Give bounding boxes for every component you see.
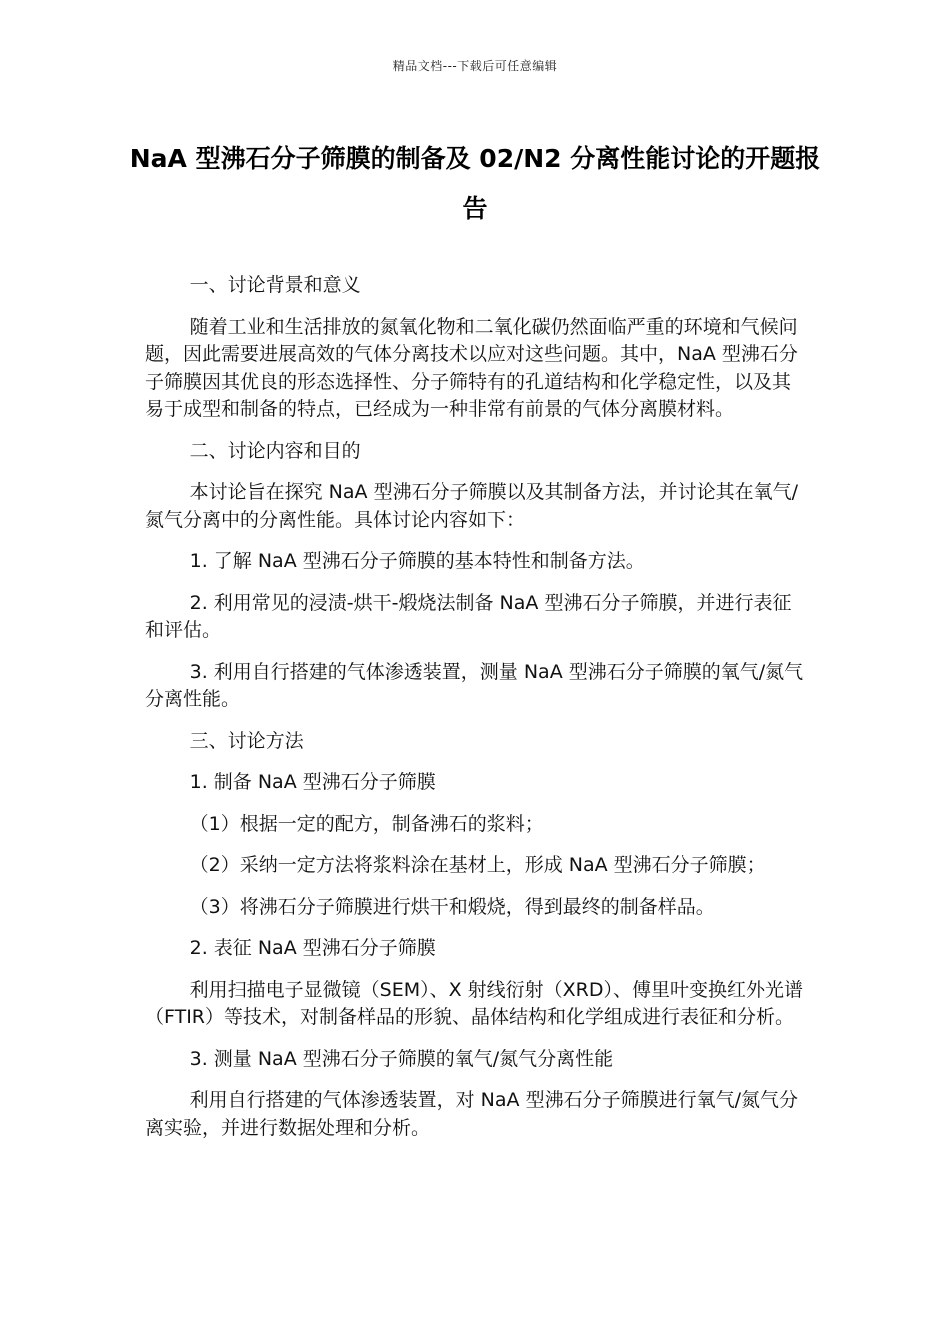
content-item-3: 3. 利用自行搭建的气体渗透装置，测量 NaA 型沸石分子筛膜的氧气/氮气分离性能。 (145, 660, 804, 710)
method-step-2: （2）采纳一定方法将浆料涂在基材上，形成 NaA 型沸石分子筛膜； (189, 854, 766, 876)
document-title: NaA 型沸石分子筛膜的制备及 02/N2 分离性能讨论的开题报告 (129, 144, 821, 223)
content-item-1: 1. 了解 NaA 型沸石分子筛膜的基本特性和制备方法。 (189, 550, 645, 572)
paragraph-characterization: 利用扫描电子显微镜（SEM）、X 射线衍射（XRD）、傅里叶变换红外光谱（FTIR）等技术，对制备样品的形貌、晶体结构和化学组成进行表征和分析。 (145, 978, 804, 1028)
method-step-3: （3）将沸石分子筛膜进行烘干和煅烧，得到最终的制备样品。 (189, 895, 715, 918)
document-body (145, 272, 807, 1156)
content-item-2: 2. 利用常见的浸渍-烘干-煅烧法制备 NaA 型沸石分子筛膜，并进行表征和评估。 (145, 591, 792, 641)
paragraph-background: 随着工业和生活排放的氮氧化物和二氧化碳仍然面临严重的环境和气候问题，因此需要进展高效的气体分离技术以应对这些问题。其中，NaA 型沸石分子筛膜因其优良的形态选择性、分子筛特有的孔道结构和化学稳定性，以及其易于成型和制备的特点，已经成为一种非常有前景的气体分离膜材料。 (145, 315, 798, 420)
section-heading-background: 一、讨论背景和意义 (189, 274, 361, 296)
method-heading-1: 1. 制备 NaA 型沸石分子筛膜 (189, 771, 436, 793)
paragraph-measurement: 利用自行搭建的气体渗透装置，对 NaA 型沸石分子筛膜进行氧气/氮气分离实验，并进行数据处理和分析。 (145, 1089, 798, 1139)
method-step-1: （1）根据一定的配方，制备沸石的浆料； (189, 812, 544, 835)
method-heading-2: 2. 表征 NaA 型沸石分子筛膜 (189, 937, 436, 959)
section-heading-content-purpose: 二、讨论内容和目的 (189, 439, 361, 462)
method-heading-3: 3. 测量 NaA 型沸石分子筛膜的氧气/氮气分离性能 (189, 1047, 614, 1070)
paragraph-content-intro: 本讨论旨在探究 NaA 型沸石分子筛膜以及其制备方法，并讨论其在氧气/氮气分离中的分离性能。具体讨论内容如下： (145, 481, 798, 531)
header-note: 精品文档---下载后可任意编辑 (392, 59, 558, 73)
section-heading-methods: 三、讨论方法 (189, 729, 304, 752)
